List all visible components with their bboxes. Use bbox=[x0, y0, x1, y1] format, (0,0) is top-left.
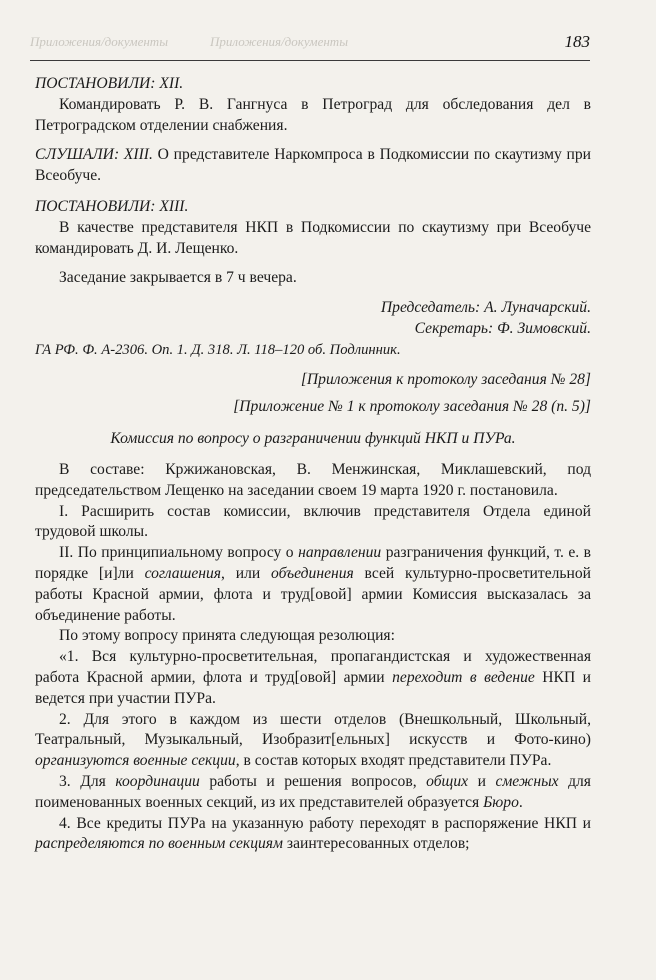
commission-title: Комиссия по вопросу о разграничении функций НКП и ПУРа. bbox=[110, 430, 516, 448]
running-header: Приложения/документы Приложения/документы 183 bbox=[30, 20, 590, 61]
appendix-subheading: [Приложение № 1 к протоколу заседания № 28 (п. 5)] bbox=[233, 398, 591, 416]
resolution-text-13: В качестве представителя НКП в Подкомиссии по скаутизму при Всеобуче командировать Д. И. Лещенко. bbox=[35, 218, 591, 257]
resolution-point-1: «1. Вся культурно-просветительная, пропагандистская и художественная работа Красной армии, флота и труд[овой] армии переходит в ведение НКП и ведется при участии ПУРа. bbox=[35, 648, 592, 707]
resolution-heading-12: ПОСТАНОВИЛИ: XII. bbox=[35, 75, 184, 92]
document-body bbox=[35, 74, 591, 855]
closing-line: Заседание закрывается в 7 ч вечера. bbox=[59, 269, 297, 287]
hearing-13 bbox=[35, 145, 591, 187]
secretary-signature: Секретарь: Ф. Зимовский. bbox=[414, 319, 591, 337]
chair-signature: Председатель: А. Луначарский. bbox=[380, 299, 591, 317]
hearing-text-13: О представителе Наркомпроса в Подкомиссии по скаутизму при Всеобуче. bbox=[35, 146, 591, 185]
resolution-text-12: Командировать Р. В. Гангнуса в Петроград для обследования дел в Петроградском отделении снабжения. bbox=[35, 95, 591, 134]
resolution-heading-13: ПОСТАНОВИЛИ: XIII. bbox=[35, 197, 189, 215]
resolution-intro: По этому вопросу принята следующая резолюция: bbox=[59, 627, 395, 645]
resolution-point-4: 4. Все кредиты ПУРа на указанную работу переходят в распоряжение НКП и распределяются по военным секциям заинтересованных отделов; bbox=[35, 814, 591, 853]
commission-composition: В составе: Кржижановская, В. Менжинская, Миклашевский, под председательством Лещенко на заседании своем 19 марта 1920 г. постановила. bbox=[35, 460, 591, 499]
appendix-heading: [Приложения к протоколу заседания № 28] bbox=[300, 370, 591, 388]
resolution-point-2: 2. Для этого в каждом из шести отделов (Внешкольный, Школьный, Театральный, Музыкальный, Изобразит[ельных] искусств и Фото-кино) организуются военные секции, в состав которых входят представители ПУРа. bbox=[35, 710, 591, 770]
hearing-heading-13: СЛУШАЛИ: XIII. bbox=[35, 146, 153, 164]
item-1: I. Расширить состав комиссии, включив представителя Отдела единой трудовой школы. bbox=[35, 502, 591, 541]
resolution-point-3: 3. Для координации работы и решения вопросов, общих и смежных для поименованных военных секций, из их представителей образуется Бюро. bbox=[35, 772, 591, 811]
archive-source: ГА РФ. Ф. А-2306. Оп. 1. Д. 318. Л. 118–120 об. Подлинник. bbox=[35, 341, 401, 358]
item-2: II. По принципиальному вопросу о направлении разграничения функций, т. е. в порядке [и]ли соглашения, или объединения всей культурно-просветительной работы Красной армии, флота и труд[овой] армии Комиссия высказалась за объединение работы. bbox=[35, 544, 592, 624]
page-number: 183 bbox=[564, 32, 590, 51]
